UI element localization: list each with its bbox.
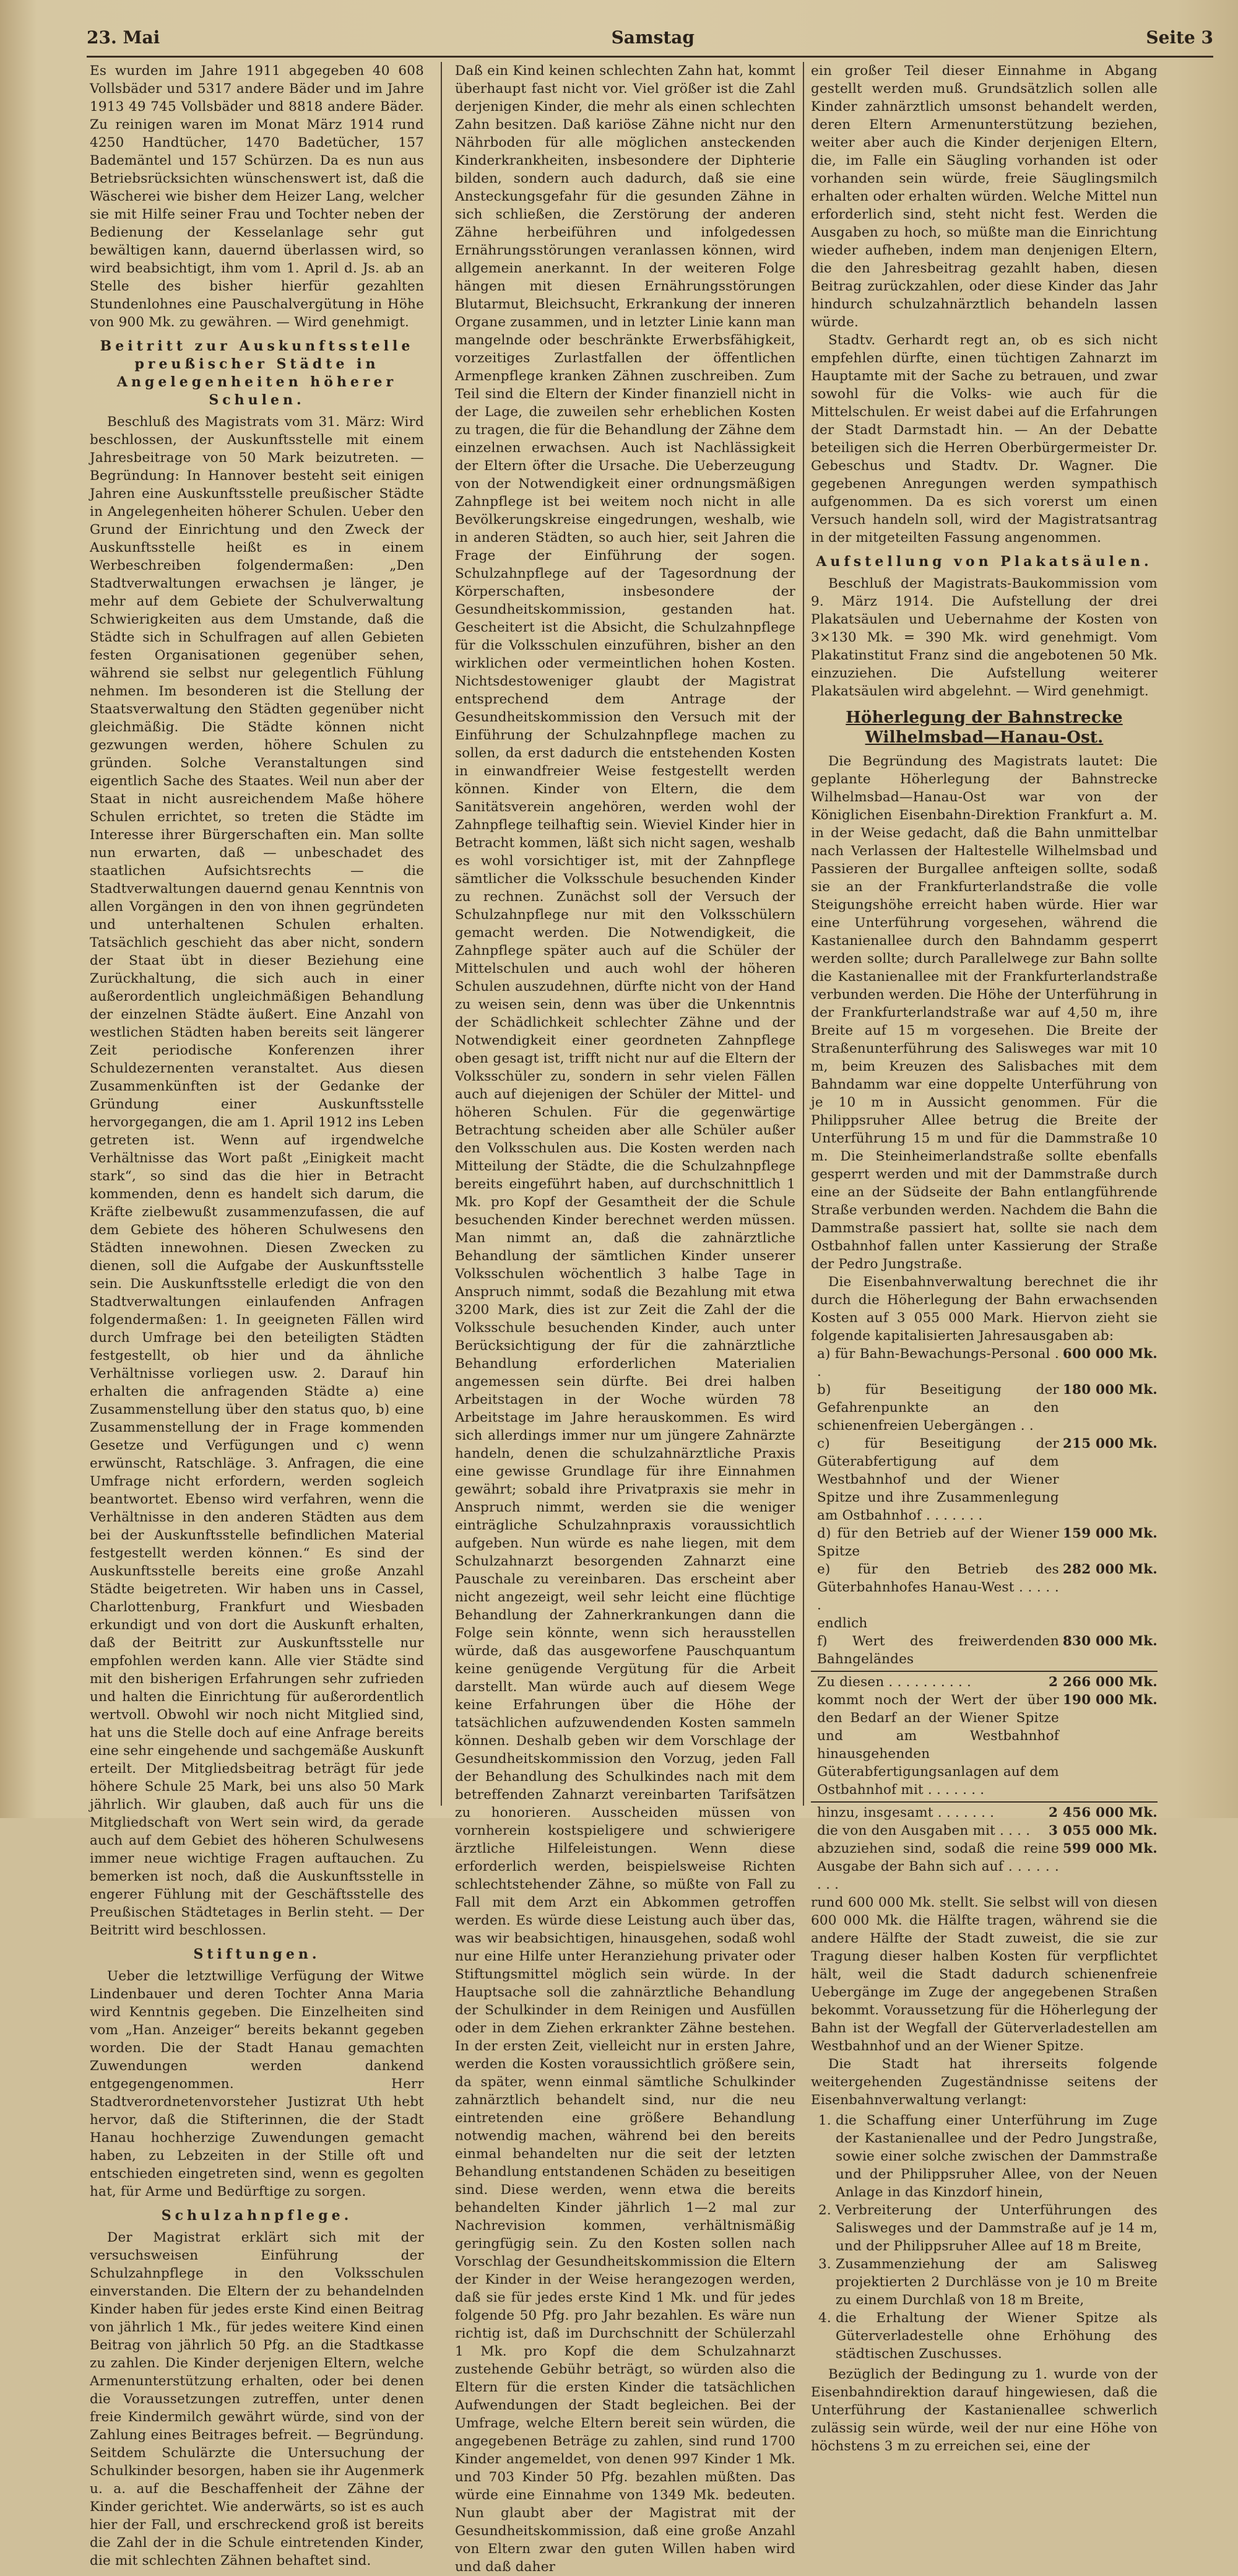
cost-label: e) für den Betrieb des Güterbahnhofes Hanau-West . . . . . . <box>817 1562 1059 1613</box>
paragraph: Daß ein Kind keinen schlechten Zahn hat, kommt überhaupt fast nicht vor. Viel größer ist die Zahl derjenigen Kinder, die mehr als einen schlechten Zahn besitzen. Daß kariöse Zähne nicht nur den Nährboden für alle möglichen ansteckenden Kinderkrankheiten, insbesondere der Diphterie bilden, sondern auch dadurch, daß sie eine Ansteckungsgefahr für die gesunden Zähne in sich schließen, die Zerstörung der anderen Zähne herbeiführen und infolgedessen Ernährungsstörungen veranlassen können, wird allgemein anerkannt. In der weiteren Folge hängen mit diesen Ernährungsstörungen Blutarmut, Bleichsucht, Erkrankung der inneren Organe zusammen, und in letzter Linie kann man mangelnde oder beschränkte Erwerbsfähigkeit, vorzeitiges Zurlastfallen der öffentlichen Armenpflege kranken Zähnen zuschreiben. Zum Teil sind die Eltern der Kinder finanziell nicht in der Lage, die zuweilen sehr erheblichen Kosten zu tragen, die für die Behandlung der Zähne dem einzelnen erwachsen. Auch ist Nachlässigkeit der Eltern öfter die Ursache. Die Ueberzeugung von der Notwendigkeit einer ordnungsmäßigen Zahnpflege ist bei weitem noch nicht in alle Bevölkerungskreise eingedrungen, weshalb, wie in anderen Städten, so auch hier, seit Jahren die Frage der Einführung der sogen. Schulzahnpflege auf der Tagesordnung der Körperschaften, insbesondere der Gesundheitskommission, gestanden hat. Gescheitert ist die Absicht, die Schulzahnpflege für die Volksschulen einzuführen, bisher an den wirklichen oder vermeintlichen hohen Kosten. Nichtsdestoweniger glaubt der Magistrat entsprechend dem Antrage der Gesundheitskommission den Versuch mit der Einführung der Schulzahnpflege machen zu sollen, da erst dadurch die entstehenden Kosten in einwandfreier Weise festgestellt werden können. Kinder von Eltern, die dem Sanitätsverein angehören, werden wohl der Zahnpflege teilhaftig sein. Wieviel Kinder hier in Betracht kommen, läßt sich nicht sagen, weshalb es wohl vorsichtiger ist, mit der Zahnpflege sämtlicher die Volksschule besuchenden Kinder zu rechnen. Zunächst soll der Versuch der Schulzahnpflege nur mit den Volksschülern gemacht werden. Die Notwendigkeit, die Zahnpflege später auch auf die Schüler der Mittelschulen und auch wohl der höheren Schulen auszudehnen, dürfte nicht von der Hand zu weisen sein, denn was über die Unkenntnis der Schädlichkeit schlechter Zähne und der Notwendigkeit einer geordneten Zahnpflege oben gesagt ist, trifft nicht nur auf die Eltern der Volksschüler zu, sondern in sehr vielen Fällen auch auf diejenigen der Schüler der Mittel- und höheren Schulen. Für die gegenwärtige Betrachtung scheiden aber alle Schüler außer den Volksschulen aus. Die Kosten werden nach Mitteilung der Städte, die die Schulzahnpflege bereits eingeführt haben, auf durchschnittlich 1 Mk. pro Kopf der Gesamtheit der die Schule besuchenden Kinder berechnet werden müssen. Man nimmt an, daß die zahnärztliche Behandlung der sämtlichen Kinder unserer Volksschulen wöchentlich 3 halbe Tage in Anspruch nimmt, sodaß die Bezahlung mit etwa 3200 Mark, dies ist zur Zeit die Zahl der die Volksschule besuchenden Kinder, auch unter Berücksichtigung der für die zahnärztliche Behandlung erforderlichen Materialien angemessen sein dürfte. Bei drei halben Arbeitstagen in der Woche würden 78 Arbeitstage im Jahre herauskommen. Es wird sich allerdings immer nur um jüngere Zahnärzte handeln, denen die schulzahnärztliche Praxis eine gewisse Grundlage für ihre Einnahmen gewährt; sobald ihre Privatpraxis sie mehr in Anspruch nimmt, werden sie die weniger einträgliche Schulzahnpraxis voraussichtlich aufgeben. Nun würde es nahe liegen, mit dem Schulzahnarzt besorgenden Zahnarzt eine Pauschale zu vereinbaren. Das erscheint aber nicht angezeigt, weil sehr leicht eine flüchtige Behandlung der Zahnerkrankungen dann die Folge sein könnte, wenn sich herausstellen würde, daß das ausgeworfene Pauschquantum keine genügende Vergütung für die Arbeit darstellt. Man würde auch auf diesem Wege keine Erfahrungen über die Höhe der tatsächlichen aufzuwendenden Kosten sammeln können. Deshalb geben wir dem Vorschlage der Gesundheitskommission den Vorzug, jeden Fall der Behandlung des Schulkindes nach mit dem betreffenden Zahnarzt vereinbarten Tarifsätzen zu honorieren. Ausscheiden müssen von vornherein kostspieligere und schwierigere ärztliche Hilfeleistungen. Wenn diese erforderlich werden, beispielsweise Richten schlechtstehender Zähne, so müßte von Fall zu Fall mit dem Arzt ein Abkommen getroffen werden. Es würde diese Leistung auch über das, was wir beabsichtigen, hinausgehen, sodaß wohl nur eine Hilfe unter Heranziehung privater oder Stiftungsmittel möglich sein würde. In der Hauptsache soll die zahnärztliche Behandlung der Schulkinder in dem Reinigen und Ausfüllen oder in dem Ziehen erkrankter Zähne bestehen. In der ersten Zeit, vielleicht nur in ersten Jahre, werden die Kosten voraussichtlich größere sein, da später, wenn einmal sämtliche Schulkinder zahnärztlich behandelt sind, nur die neu eintretenden eine größere Behandlung notwendig machen, während bei den bereits einmal behandelten nur die seit der letzten Behandlung entstandenen Schäden zu beseitigen sind. Diese werden, wenn etwa die bereits behandelten Kinder jährlich 1—2 mal zur Nachrevision kommen, verhältnismäßig geringfügig sein. Zu den Kosten sollen nach Vorschlag der Gesundheitskommission die Eltern der Kinder in der Weise herangezogen werden, daß sie für jedes erste Kind 1 Mk. und für jedes folgende 50 Pfg. pro Jahr bezahlen. Es wäre nun richtig ist, daß im Durchschnitt der Schülerzahl 1 Mk. pro Kopf die dem Schulzahnarzt zustehende Gebühr beträgt, so würden also die Eltern für die ersten Kinder die tatsächlichen Aufwendungen der Stadt begleichen. Bei der Umfrage, welche Eltern bereit sein würden, die angegebenen Beträge zu zahlen, sind rund 1700 Kinder angemeldet, von denen 997 Kinder 1 Mk. und 703 Kinder 50 Pfg. bezahlen müßten. Das würde eine Einnahme von 1349 Mk. bedeuten. Nun glaubt aber der Magistrat mit der Gesundheitskommission, daß eine große Anzahl von Eltern zwar den guten Willen haben wird und daß daher <box>455 63 795 2575</box>
paragraph: Beschluß des Magistrats vom 31. März: Wird beschlossen, der Auskunftsstelle mit einem Jahresbeitrage von 50 Mark beizutreten. — Begründung: In Hannover besteht seit einigen Jahren eine Auskunftsstelle preußischer Städte in Angelegenheiten höherer Schulen. Ueber den Grund der Einrichtung und den Zweck der Auskunftsstelle heißt es in einem Werbeschreiben folgendermaßen: „Den Stadtverwaltungen erwachsen je länger, je mehr auf dem Gebiete der Schulverwaltung Schwierigkeiten aus dem Umstande, daß die Städte sich in Schulfragen auf allen Gebieten festen Organisationen gegenüber sehen, während sie selbst nur gelegentlich Fühlung nehmen. Im besonderen ist die Stellung der Staatsverwaltung den Städten gegenüber nicht gleichmäßig. Die Städte können nicht gezwungen werden, höhere Schulen zu gründen. Solche Veranstaltungen sind eigentlich Sache des Staates. Weil nun aber der Staat in nicht ausreichendem Maße höhere Schulen errichtet, so treten die Städte im Interesse ihrer Bürgerschaften ein. Man sollte nun erwarten, daß — unbeschadet des staatlichen Aufsichtsrechts — die Stadtverwaltungen dauernd genau Kenntnis von allen Vorgängen in den von ihnen gegründeten und unterhaltenen Schulen erhalten. Tatsächlich geschieht das aber nicht, sondern der Staat übt in dieser Beziehung eine Zurückhaltung, die sich auch in einer außerordentlich ungleichmäßigen Behandlung der einzelnen Städte äußert. Eine Anzahl von westlichen Städten haben bereits seit längerer Zeit periodische Konferenzen ihrer Schuldezernenten veranstaltet. Aus diesen Zusammenkünften ist der Gedanke der Gründung einer Auskunftsstelle hervorgegangen, die am 1. April 1912 ins Leben getreten ist. Wenn auf irgendwelche Verhältnisse das Wort paßt „Einigkeit macht stark“, so sind das die hier in Betracht kommenden, denn es handelt sich darum, die Kräfte zielbewußt zusammenzufassen, die auf dem Gebiete des höheren Schulwesens den Städten innewohnen. Diesen Zwecken zu dienen, soll die Aufgabe der Auskunftsstelle sein. Die Auskunftsstelle erledigt die von den Stadtverwaltungen einlaufenden Anfragen folgendermaßen: 1. In geeigneten Fällen wird durch Umfrage bei den beteiligten Städten festgestellt, ob hier und da ähnliche Verhältnisse vorliegen usw. 2. Darauf hin erhalten die anfragenden Städte a) eine Zusammenstellung über den status quo, b) eine Zusammenstellung der in Frage kommenden Gesetze und Verfügungen und c) wenn erwünscht, Ratschläge. 3. Anfragen, die eine Umfrage nicht erfordern, werden sogleich beantwortet. Ebenso wird verfahren, wenn die Verhältnisse in den anderen Städten aus dem bei der Auskunftsstelle befindlichen Material festgestellt werden können.“ Es sind der Auskunftsstelle bereits eine große Anzahl Städte beigetreten. Wir haben uns in Cassel, Charlottenburg, Frankfurt und Wiesbaden erkundigt und von dort die Auskunft erhalten, daß der Beitritt zur Auskunftsstelle nur empfohlen werden kann. Alle vier Städte sind mit den bisherigen Erfahrungen sehr zufrieden und halten die Einrichtung für außerordentlich wertvoll. Obwohl wir noch nicht Mitglied sind, hat uns die Stelle doch auf eine Anfrage bereits eine sehr eingehende und sachgemäße Auskunft erteilt. Der Mitgliedsbeitrag beträgt für jede höhere Schule 25 Mark, bei uns also 50 Mark jährlich. Wir glauben, daß auch für uns die Mitgliedschaft von Wert sein wird, da gerade auch auf dem Gebiet des höheren Schulwesens immer neue wichtige Fragen auftauchen. Zu bemerken ist noch, daß die Auskunftsstelle in engerer Fühlung mit der Geschäftsstelle des Preußischen Städtetages in Berlin steht. — Der Beitritt wird beschlossen. <box>90 414 424 1938</box>
cost-amount: 600 000 Mk. <box>1062 1346 1158 1362</box>
paragraph: Die Begründung des Magistrats lautet: Die geplante Höherlegung der Bahnstrecke Wilhelmsbad—Hanau-Ost war von der Königlichen Eisenbahn-Direktion Frankfurt a. M. in der Weise gedacht, daß die Bahn unmittelbar nach Verlassen der Haltestelle Wilhelmsbad und Passieren der Burgallee anfteigen sollte, sodaß sie an der Frankfurterlandstraße die volle Steigungshöhe erreicht haben würde. Hier war eine Unterführung vorgesehen, während die Kastanienallee durch den Bahndamm gesperrt werden sollte; durch Parallelwege zur Bahn sollte die Kastanienallee mit der Frankfurterlandstraße verbunden werden. Die Höhe der Unterführung in der Frankfurterlandstraße war auf 4,50 m, ihre Breite auf 15 m vorgesehen. Die Breite der Straßenunterführung des Salisweges war mit 10 m, beim Kreuzen des Salisbaches mit dem Bahndamm war eine doppelte Unterführung von je 10 m in Aussicht genommen. Für die Philippsruher Allee betrug die Breite der Unterführung 15 m und für die Dammstraße 10 m. Die Steinheimerlandstraße sollte ebenfalls gesperrt werden und mit der Dammstraße durch eine an der Südseite der Bahn entlangführende Straße verbunden werden. Nachdem die Bahn die Dammstraße passiert hat, sollte sie nach dem Ostbahnhof fallen unter Kassierung der Straße der Pedro Jungstraße. <box>811 754 1158 1272</box>
cost-label: b) für Beseitigung der Gefahrenpunkte an den schienenfreien Uebergängen . . <box>817 1382 1059 1434</box>
paragraph: Die Eisenbahnverwaltung berechnet die ihr durch die Höherlegung der Bahn erwachsenden Kosten auf 3 055 000 Mark. Hiervon zieht sie folgende kapitalisierten Jahresausgaben ab: <box>811 1274 1158 1344</box>
cost-amount: 180 000 Mk. <box>1062 1382 1158 1398</box>
weekday: Samstag <box>611 27 695 48</box>
cost-subtotal <box>811 1671 1158 1691</box>
cost-label: f) Wert des freiwerdenden Bahngeländes <box>817 1634 1059 1667</box>
cost-row <box>811 1345 1158 1381</box>
cost-amount: 2 266 000 Mk. <box>1049 1674 1158 1690</box>
masthead <box>87 19 1213 58</box>
cost-row <box>811 1822 1158 1840</box>
cost-label: die von den Ausgaben mit . . . . <box>817 1823 1031 1838</box>
cost-label: endlich <box>817 1616 868 1631</box>
cost-label: Zu diesen . . . . . . . . . . <box>817 1674 972 1690</box>
cost-amount: 190 000 Mk. <box>1062 1692 1158 1708</box>
cost-label: kommt noch der Wert der über den Bedarf an der Wiener Spitze und am Westbahnhof hinausgehenden Güterabfertigungsanlagen auf dem Ostbahnhof mit . . . . . . . <box>817 1692 1059 1798</box>
cost-amount: 2 456 000 Mk. <box>1049 1805 1158 1821</box>
cost-row <box>811 1525 1158 1560</box>
cost-label: abzuziehen sind, sodaß die reine Ausgabe der Bahn sich auf . . . . . . . . . <box>817 1841 1059 1892</box>
paragraph: Der Magistrat erklärt sich mit der versuchsweisen Einführung der Schulzahnpflege in den Volksschulen einverstanden. Die Eltern der zu behandelnden Kinder haben für jedes erste Kind einen Beitrag von jährlich 1 Mk., für jedes weitere Kind einen Beitrag von jährlich 50 Pfg. an die Stadtkasse zu zahlen. Die Kinder derjenigen Eltern, welche Armenunterstützung erhalten, oder bei denen die Voraussetzungen zutreffen, unter denen freie Kindermilch gewährt würde, sind von der Zahlung eines Beitrages befreit. — Begründung. Seitdem Schulärzte die Untersuchung der Schulkinder besorgen, haben sie ihr Augenmerk u. a. auf die Beschaffenheit der Zähne der Kinder gerichtet. Wie anderwärts, so ist es auch hier der Fall, und erschreckend groß ist bereits die Zahl der in die Schule eintretenden Kinder, die mit schlechten Zähnen behaftet sind. <box>90 2230 424 2569</box>
cost-row <box>811 1840 1158 1894</box>
cost-row <box>811 1381 1158 1435</box>
demand-list <box>811 2112 1158 2363</box>
section-headline: Höherlegung der Bahnstrecke Wilhelmsbad—Hanau-Ost. <box>846 708 1123 747</box>
cost-row <box>811 1560 1158 1614</box>
column-3 <box>811 62 1158 2454</box>
paragraph: rund 600 000 Mk. stellt. Sie selbst will von diesen 600 000 Mk. die Hälfte tragen, während sie die andere Hälfte der Stadt zuweist, die sie zur Tragung dieser halben Kosten für verpflichtet hält, weil die Stadt dadurch schienenfreie Uebergänge im Zuge der angegebenen Straßen bekommt. Voraussetzung für die Höherlegung der Bahn ist der Wegfall der Güterverladestellen am Westbahnhof und an der Wiener Spitze. <box>811 1895 1158 2054</box>
cost-label: c) für Beseitigung der Güterabfertigung auf dem Westbahnhof und der Wiener Spitze und ihre Zusammenlegung am Ostbahnhof . . . . . . . <box>817 1436 1059 1523</box>
cost-row <box>811 1691 1158 1799</box>
cost-subtotal <box>811 1801 1158 1822</box>
section-heading: Beitritt zur Auskunftsstelle preußischer Städte in Angelegenheiten höherer Schulen. <box>100 338 414 408</box>
cost-label: d) für den Betrieb auf der Wiener Spitze <box>817 1526 1059 1559</box>
list-item: 3. Zusammenziehung der am Salisweg projektierten 2 Durchlässe von je 10 m Breite zu einem Durchlaß von 18 m Breite, <box>836 2255 1158 2309</box>
cost-amount: 599 000 Mk. <box>1062 1841 1158 1856</box>
column-divider <box>803 62 804 1806</box>
paragraph: Es wurden im Jahre 1911 abgegeben 40 608 Vollsbäder und 5317 andere Bäder und im Jahre 1913 49 745 Vollsbäder und 8818 andere Bäder. Zu reinigen waren im Monat März 1914 rund 4250 Handtücher, 1470 Badetücher, 157 Bademäntel und 157 Schürzen. Da es nun aus Betriebsrücksichten wünschenswert ist, daß die Wäscherei wie bisher dem Heizer Lang, welcher sie mit Hilfe seiner Frau und Tochter neben der Bedienung der Kesselanlage sehr gut bewältigen kann, dauernd überlassen wird, so wird beabsichtigt, ihm vom 1. April d. Js. ab an Stelle des bisher hierfür gezahlten Stundenlohnes eine Pauschalvergütung in Höhe von 900 Mk. zu gewähren. — Wird genehmigt. <box>90 63 424 330</box>
section-heading: Schulzahnpflege. <box>161 2208 353 2224</box>
paragraph: Beschluß der Magistrats-Baukommission vom 9. März 1914. Die Aufstellung der drei Plakatsäulen und Uebernahme der Kosten von 3×130 Mk. = 390 Mk. wird genehmigt. Vom Plakatinstitut Franz sind die angebotenen 50 Mk. einzuziehen. Die Aufstellung weiterer Plakatsäulen wird abgelehnt. — Wird genehmigt. <box>811 576 1158 699</box>
list-item: 1. die Schaffung einer Unterführung im Zuge der Kastanienallee und der Pedro Jungstraße, sowie einer solche zwischen der Dammstraße und der Philippsruher Allee, von der Neuen Anlage in das Kinzdorf hinein, <box>836 2112 1158 2201</box>
page-number: Seite 3 <box>1146 27 1213 48</box>
cost-table <box>811 1345 1158 1894</box>
paragraph: ein großer Teil dieser Einnahme in Abgang gestellt werden muß. Grundsätzlich sollen alle Kinder zahnärztlich umsonst behandelt werden, deren Eltern Armenunterstützung beziehen, weiter aber auch die Kinder derjenigen Eltern, die, im Falle ein Säugling vorhanden ist oder vorhanden sein würde, freie Säuglingsmilch erhalten oder erhalten würden. Welche Mittel nun erforderlich sind, steht nicht fest. Werden die Ausgaben zu hoch, so müßte man die Einrichtung wieder aufheben, indem man denjenigen Eltern, die den Jahresbeitrag gezahlt haben, diesen Beitrag zurückzahlen, oder diese Kinder das Jahr hindurch schulzahnärztlich behandeln lassen würde. <box>811 63 1158 330</box>
cost-amount: 830 000 Mk. <box>1062 1634 1158 1649</box>
cost-row <box>811 1632 1158 1668</box>
section-heading: Stiftungen. <box>193 1946 321 1962</box>
cost-label: hinzu, insgesamt . . . . . . . <box>817 1805 995 1821</box>
list-item: 4. die Erhaltung der Wiener Spitze als Güterverladestelle ohne Erhöhung des städtischen Zuschusses. <box>836 2309 1158 2363</box>
column-divider <box>441 62 442 1806</box>
cost-amount: 3 055 000 Mk. <box>1049 1823 1158 1838</box>
cost-row <box>811 1435 1158 1525</box>
cost-amount: 159 000 Mk. <box>1062 1526 1158 1541</box>
column-2 <box>455 62 795 2575</box>
cost-amount: 215 000 Mk. <box>1062 1436 1158 1451</box>
list-item: 2. Verbreiterung der Unterführungen des Salisweges und der Dammstraße auf je 14 m, und der Philippsruher Allee auf 18 m Breite, <box>836 2201 1158 2255</box>
paragraph: Bezüglich der Bedingung zu 1. wurde von der Eisenbahndirektion darauf hingewiesen, daß die Unterführung der Kastanienallee schwerlich zulässig sein würde, weil der nur eine Höhe von höchstens 3 m zu erreichen sei, eine der <box>811 2367 1158 2454</box>
cost-label: a) für Bahn-Bewachungs-Personal . . <box>817 1346 1059 1380</box>
issue-date: 23. Mai <box>87 27 160 48</box>
cost-amount: 282 000 Mk. <box>1062 1562 1158 1577</box>
paragraph: Die Stadt hat ihrerseits folgende weitergehenden Zugeständnisse seitens der Eisenbahnverwaltung verlangt: <box>811 2056 1158 2108</box>
column-1 <box>90 62 424 2569</box>
section-heading: Aufstellung von Plakatsäulen. <box>816 554 1153 570</box>
cost-row <box>811 1614 1158 1632</box>
paragraph: Ueber die letztwillige Verfügung der Witwe Lindenbauer und deren Tochter Anna Maria wird Kenntnis gegeben. Die Einzelheiten sind vom „Han. Anzeiger“ bereits bekannt gegeben worden. Die der Stadt Hanau gemachten Zuwendungen werden dankend entgegengenommen. Herr Stadtverordnetenvorsteher Justizrat Uth hebt hervor, daß die Stifterinnen, die der Stadt Hanau hochherzige Zuwendungen gemacht haben, zu Lebzeiten in der Stille oft und entschieden eingetreten sind, wenn es gegolten hat, für Arme und Bedürftige zu sorgen. <box>90 1969 424 2200</box>
paragraph: Stadtv. Gerhardt regt an, ob es sich nicht empfehlen dürfte, einen tüchtigen Zahnarzt im Hauptamte mit der Sache zu betrauen, und zwar sowohl für die Volks- wie auch für die Mittelschulen. Er weist dabei auf die Erfahrungen der Stadt Darmstadt hin. — An der Debatte beteiligen sich die Herren Oberbürgermeister Dr. Gebeschus und Stadtv. Dr. Wagner. Die gegebenen Anregungen werden sympathisch aufgenommen. Da es sich vorerst um einen Versuch handeln soll, wird der Magistratsantrag in der mitgeteilten Fassung angenommen. <box>811 333 1158 546</box>
